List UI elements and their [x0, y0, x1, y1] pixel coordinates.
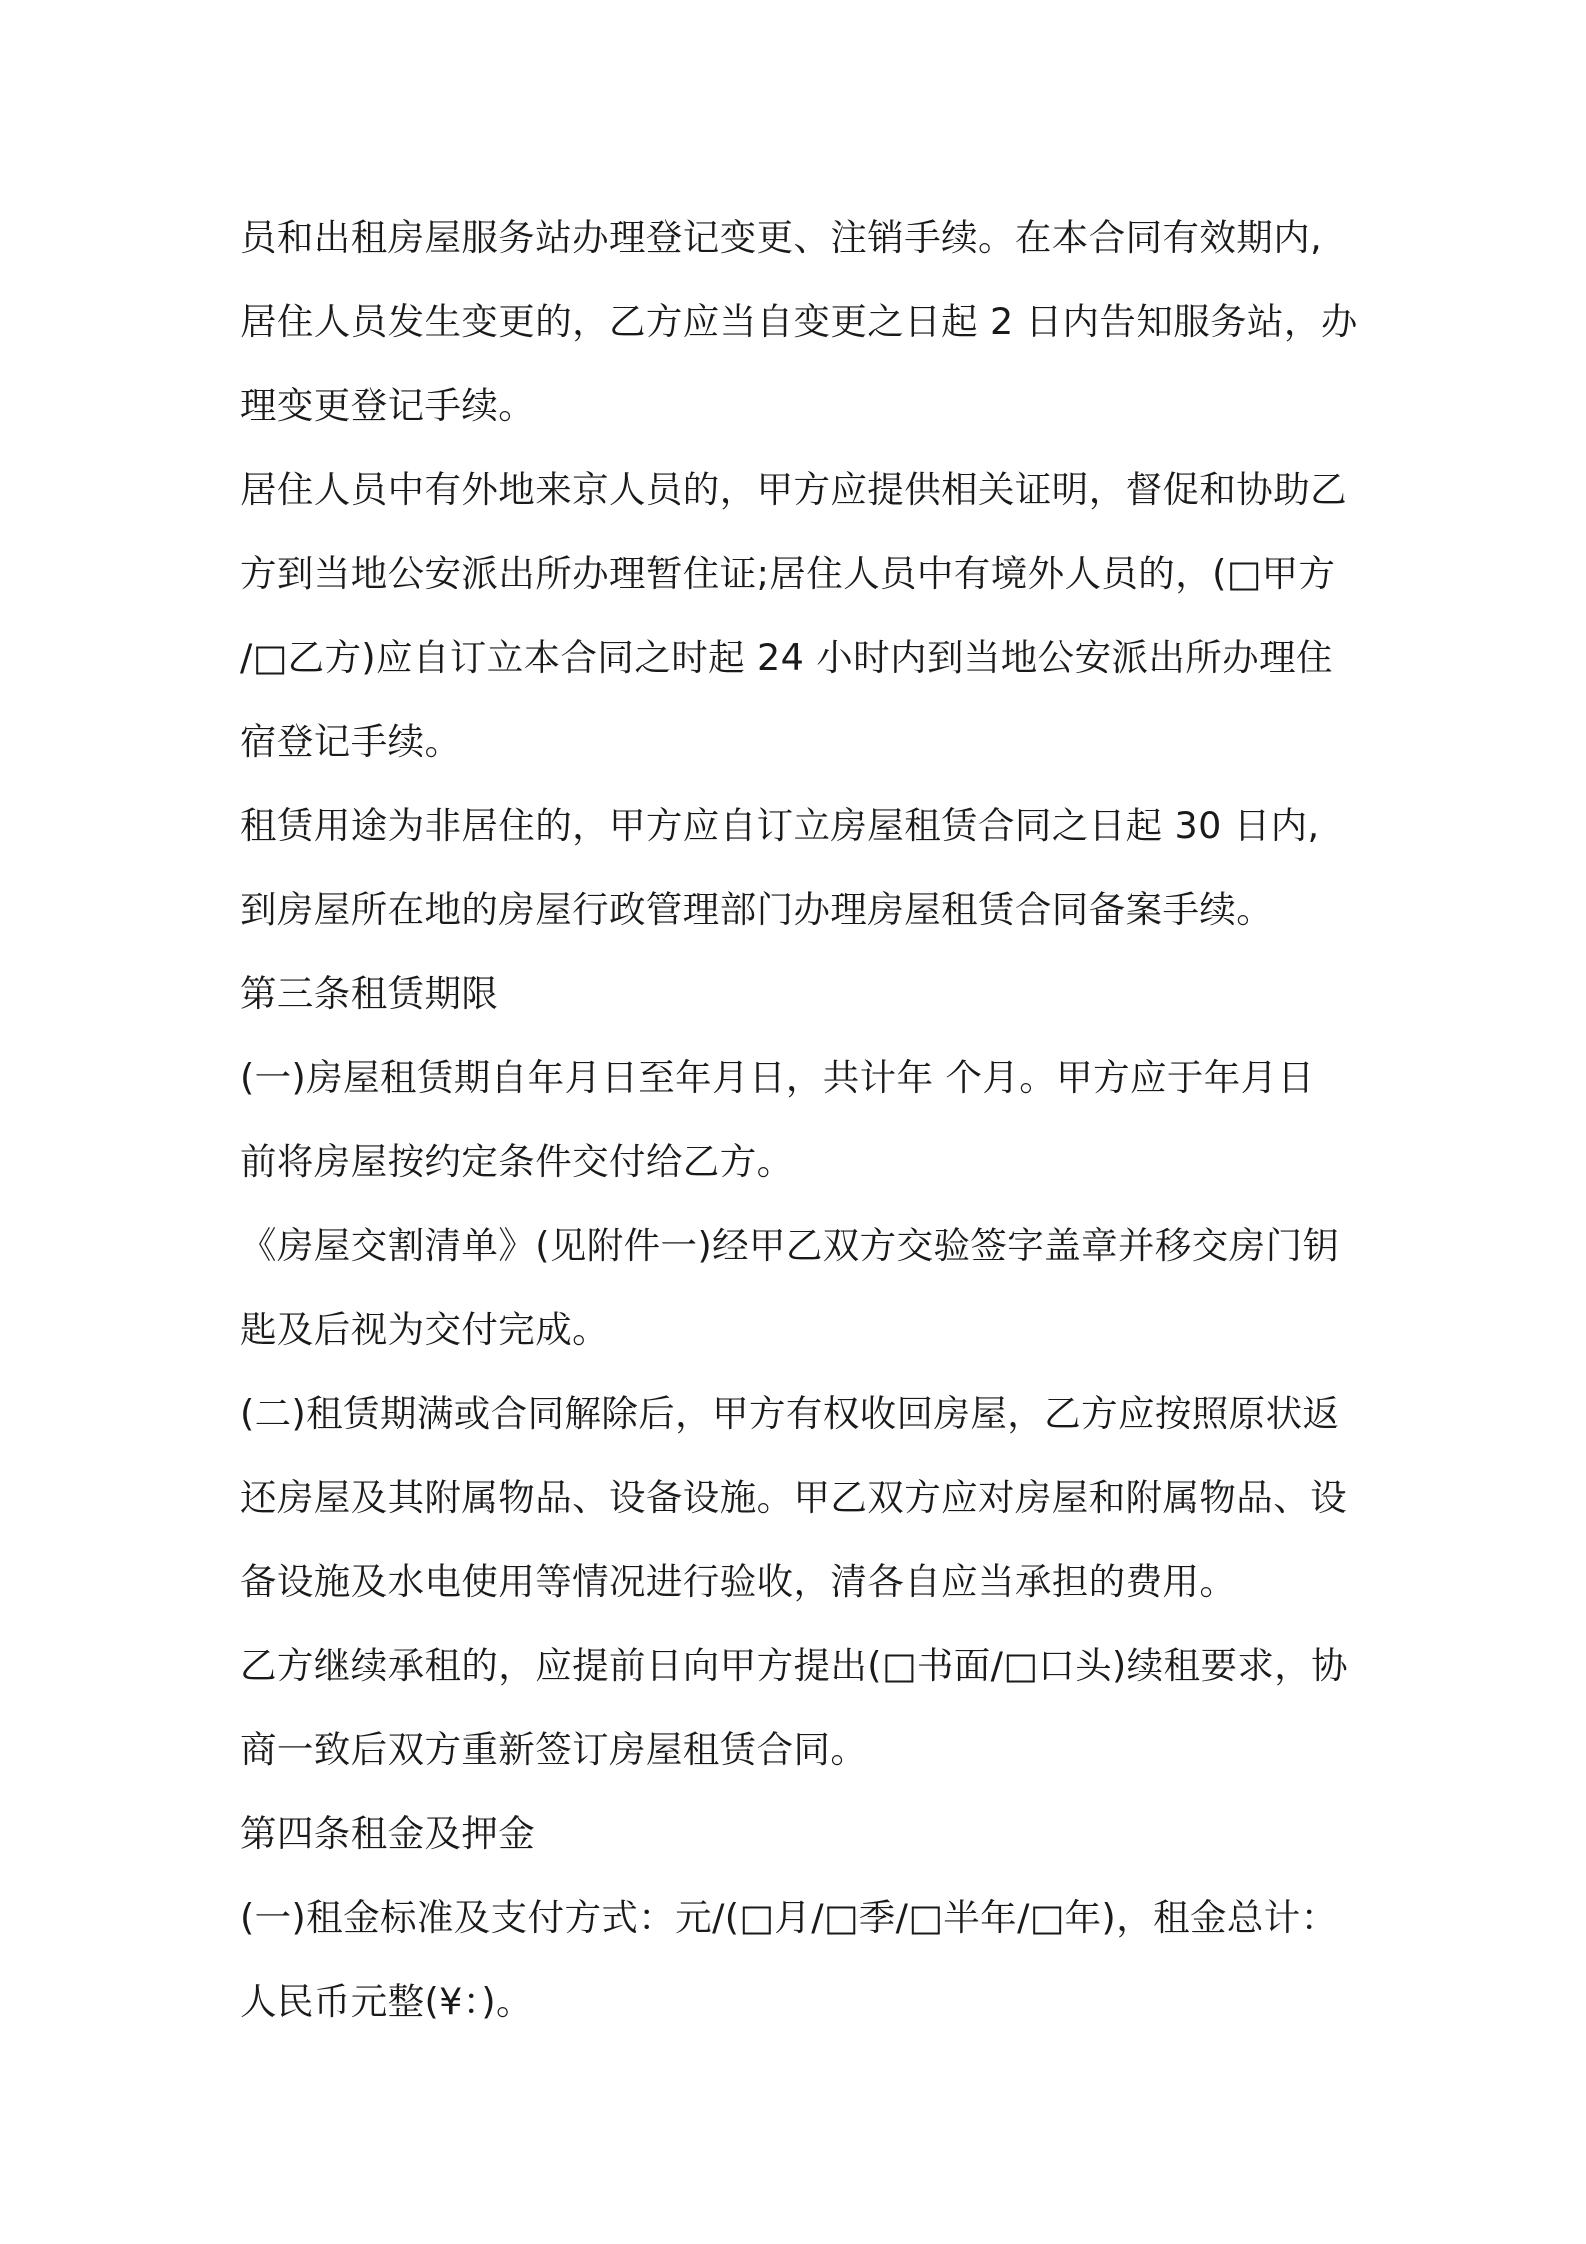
text-line: 理变更登记手续。 [240, 384, 536, 427]
text-line: 员和出租房屋服务站办理登记变更、注销手续。在本合同有效期内, [240, 216, 1323, 259]
section-heading: 第三条租赁期限 [240, 972, 499, 1015]
text-line: 宿登记手续。 [240, 720, 462, 763]
text-line: 还房屋及其附属物品、设备设施。甲乙双方应对房屋和附属物品、设 [240, 1476, 1347, 1519]
section-heading: 第四条租金及押金 [240, 1812, 536, 1855]
text-line: 租赁用途为非居住的，甲方应自订立房屋租赁合同之日起 30 日内, [240, 804, 1320, 847]
text-line: 商一致后双方重新签订房屋租赁合同。 [240, 1728, 868, 1771]
document-page [240, 196, 1360, 2044]
text-line: /□乙方)应自订立本合同之时起 24 小时内到当地公安派出所办理住 [240, 636, 1333, 679]
text-line: 方到当地公安派出所办理暂住证;居住人员中有境外人员的，(□甲方 [240, 552, 1336, 595]
text-line: 备设施及水电使用等情况进行验收，清各自应当承担的费用。 [240, 1560, 1237, 1603]
text-line: (一)租金标准及支付方式：元/(□月/□季/□半年/□年)，租金总计： [240, 1896, 1338, 1939]
text-line: 人民币元整(¥：)。 [240, 1980, 533, 2023]
text-line: 《房屋交割清单》(见附件一)经甲乙双方交验签字盖章并移交房门钥 [240, 1224, 1340, 1267]
text-line: 到房屋所在地的房屋行政管理部门办理房屋租赁合同备案手续。 [240, 888, 1274, 931]
text-line: 乙方继续承租的，应提前日向甲方提出(□书面/□口头)续租要求，协 [240, 1644, 1349, 1687]
text-line: 居住人员发生变更的，乙方应当自变更之日起 2 日内告知服务站，办 [240, 300, 1358, 343]
text-line: (二)租赁期满或合同解除后，甲方有权收回房屋，乙方应按照原状返 [240, 1392, 1340, 1435]
text-line: 居住人员中有外地来京人员的，甲方应提供相关证明，督促和协助乙 [240, 468, 1347, 511]
text-line: 前将房屋按约定条件交付给乙方。 [240, 1140, 794, 1183]
text-line: 匙及后视为交付完成。 [240, 1308, 609, 1351]
text-line: (一)房屋租赁期自年月日至年月日，共计年 个月。甲方应于年月日 [240, 1056, 1315, 1099]
